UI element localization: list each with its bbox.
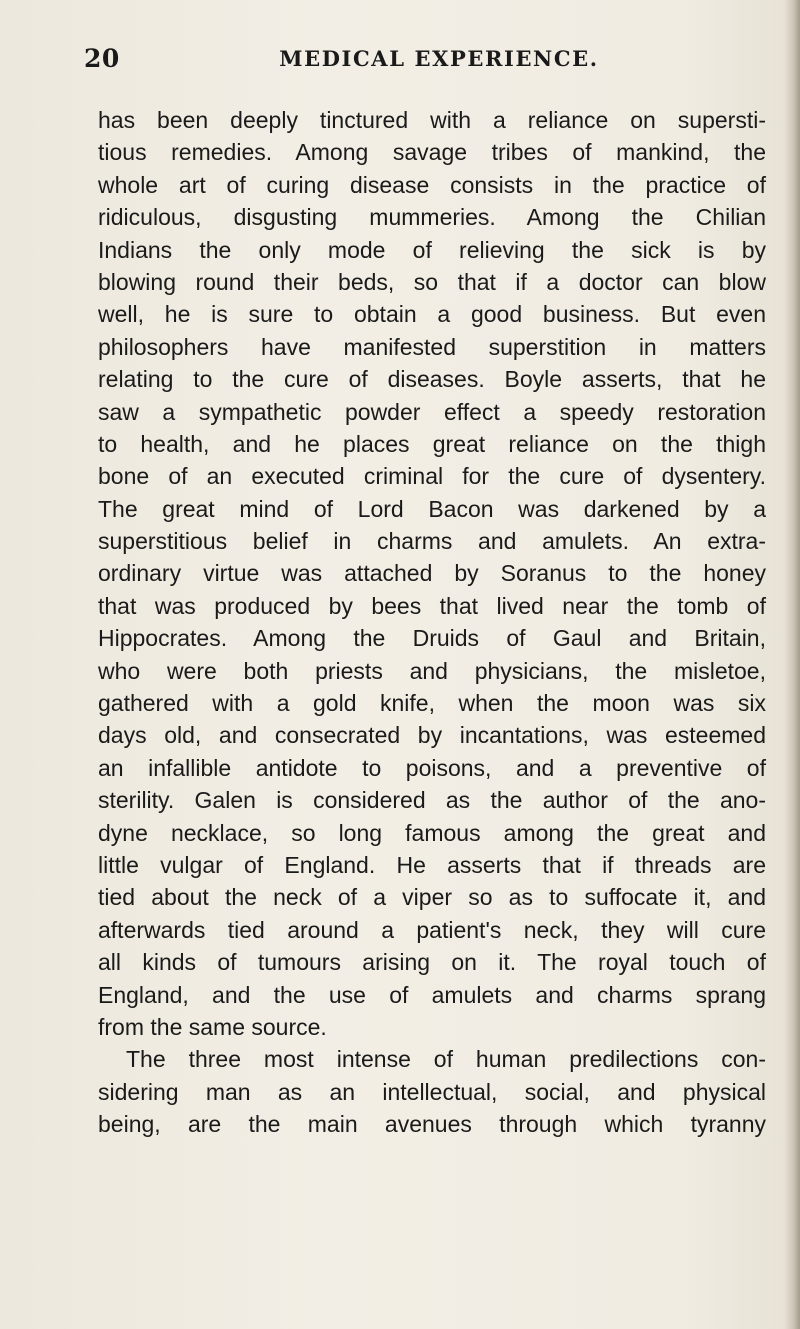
text-line: sidering man as an intellectual, social, and physical <box>98 1078 766 1105</box>
text-line: philosophers have manifested superstition in matters <box>98 333 766 360</box>
text-line: bone of an executed criminal for the cure of dysentery. <box>98 463 766 490</box>
paragraph-start-line: The three most intense of human predilections con- <box>126 1046 766 1073</box>
text-line: being, are the main avenues through which tyranny <box>98 1111 766 1138</box>
text-line: Indians the only mode of relieving the sick is by <box>98 236 766 263</box>
text-line: sterility. Galen is considered as the author of the ano- <box>98 787 766 814</box>
text-line: afterwards tied around a patient's neck, they will cure <box>98 916 766 943</box>
text-line: ordinary virtue was attached by Soranus to the honey <box>98 560 766 587</box>
text-line: relating to the cure of diseases. Boyle asserts, that he <box>98 366 766 393</box>
text-line: little vulgar of England. He asserts that if threads are <box>98 851 766 878</box>
text-line: Hippocrates. Among the Druids of Gaul and Britain, <box>98 625 766 652</box>
text-line: an infallible antidote to poisons, and a preventive of <box>98 754 766 781</box>
text-line: well, he is sure to obtain a good business. But even <box>98 301 766 328</box>
text-line: saw a sympathetic powder effect a speedy restoration <box>98 398 766 425</box>
text-line: that was produced by bees that lived near the tomb of <box>98 592 766 619</box>
text-line: tied about the neck of a viper so as to suffocate it, and <box>98 884 766 911</box>
text-line: superstitious belief in charms and amulets. An extra- <box>98 528 766 555</box>
text-line: The great mind of Lord Bacon was darkened by a <box>98 495 766 522</box>
text-line: dyne necklace, so long famous among the great and <box>98 819 766 846</box>
text-line: who were both priests and physicians, the misletoe, <box>98 657 766 684</box>
text-line: ridiculous, disgusting mummeries. Among the Chilian <box>98 204 766 231</box>
text-line: tious remedies. Among savage tribes of mankind, the <box>98 139 766 166</box>
text-line: whole art of curing disease consists in the practice of <box>98 171 766 198</box>
text-line: blowing round their beds, so that if a doctor can blow <box>98 268 766 295</box>
paragraph-end-line: from the same source. <box>98 1013 327 1040</box>
text-line: England, and the use of amulets and charms sprang <box>98 981 766 1008</box>
running-header <box>84 44 764 74</box>
text-line: has been deeply tinctured with a reliance on supersti- <box>98 107 766 133</box>
text-line: all kinds of tumours arising on it. The royal touch of <box>98 949 766 976</box>
text-line: gathered with a gold knife, when the moon was six <box>98 690 766 717</box>
page-number: 20 <box>84 44 120 73</box>
running-title: MEDICAL EXPERIENCE. <box>279 46 599 71</box>
text-line: to health, and he places great reliance on the thigh <box>98 430 766 457</box>
page-edge-shadow <box>784 0 800 1329</box>
body-text <box>98 104 766 1141</box>
text-line: days old, and consecrated by incantations, was esteemed <box>98 722 766 749</box>
